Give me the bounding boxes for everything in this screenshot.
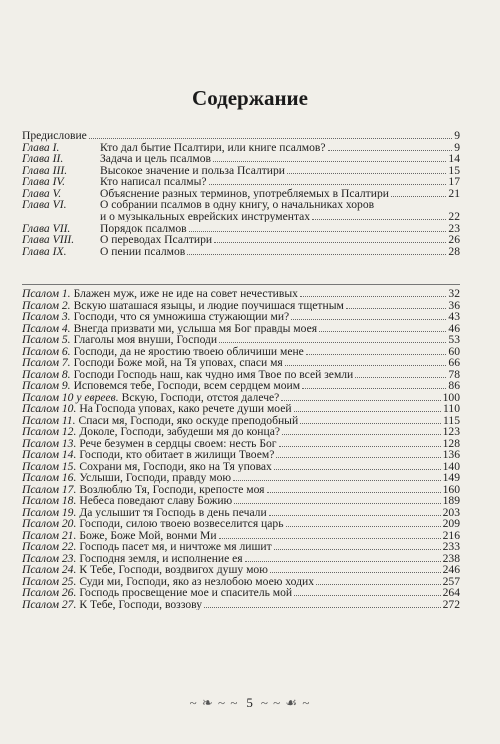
entry-label: Псалом 14. bbox=[22, 448, 77, 461]
toc-entry-psalm[interactable] bbox=[22, 357, 460, 369]
entry-page: 9 bbox=[454, 129, 460, 142]
entry-text: Вскую, Господи, отстоя далече? bbox=[121, 391, 280, 403]
entry-page: 21 bbox=[448, 186, 460, 200]
leader-dots bbox=[274, 549, 441, 550]
entry-text-continued: и о музыкальных еврейских инструментах bbox=[100, 210, 311, 222]
toc-entry-chapter[interactable] bbox=[22, 199, 460, 223]
entry-page: 46 bbox=[448, 321, 460, 335]
entry-text: Боже, Боже Мой, вонми Ми bbox=[79, 529, 217, 541]
entry-page: 78 bbox=[448, 367, 460, 381]
entry-label: Псалом 12. bbox=[22, 425, 77, 438]
toc-entry-psalm[interactable] bbox=[22, 426, 460, 438]
entry-label: Псалом 8. bbox=[22, 367, 71, 381]
entry-page: 36 bbox=[448, 298, 460, 312]
toc-entry-psalm[interactable] bbox=[22, 553, 460, 565]
entry-text: Рече безумен в сердцы своем: несть Бог bbox=[79, 437, 277, 449]
entry-text: Кто написал псалмы? bbox=[100, 176, 207, 188]
toc-entry-psalm[interactable] bbox=[22, 461, 460, 473]
entry-label: Псалом 18. bbox=[22, 494, 77, 507]
entry-label: Псалом 20. bbox=[22, 517, 77, 530]
entry-label: Псалом 22. bbox=[22, 540, 77, 553]
leader-dots bbox=[306, 354, 447, 355]
toc-entry-psalm[interactable] bbox=[22, 346, 460, 358]
entry-page: 209 bbox=[442, 517, 460, 530]
leader-dots bbox=[355, 377, 446, 378]
entry-text: Господня земля, и исполнение ея bbox=[79, 552, 243, 564]
entry-text: Услыши, Господи, правду мою bbox=[79, 472, 232, 484]
entry-text: Исповемся тебе, Господи, всем сердцем моим bbox=[73, 380, 301, 392]
entry-label: Глава IX. bbox=[22, 244, 67, 258]
entry-text: Господи, что ся умножиша стужающии ми? bbox=[73, 311, 290, 323]
entry-label: Глава I. bbox=[22, 140, 60, 154]
entry-text: Да услышит тя Господь в день печали bbox=[79, 506, 267, 518]
entry-page: 128 bbox=[442, 436, 460, 450]
entry-page: 203 bbox=[442, 505, 460, 519]
toc-entry-psalm[interactable] bbox=[22, 300, 460, 312]
entry-text: Порядок псалмов bbox=[100, 222, 187, 234]
toc-entry-psalm[interactable] bbox=[22, 530, 460, 542]
entry-page: 100 bbox=[442, 390, 460, 404]
entry-page: 233 bbox=[442, 540, 460, 553]
entry-text: Господь пасет мя, и ничтоже мя лишит bbox=[79, 541, 272, 553]
page-footer bbox=[0, 693, 500, 713]
leader-dots bbox=[281, 400, 440, 401]
leader-dots bbox=[276, 457, 440, 458]
entry-label: Псалом 2. bbox=[22, 298, 71, 312]
entry-text: Небеса поведают славу Божию bbox=[79, 495, 233, 507]
entry-page: 123 bbox=[442, 425, 460, 438]
toc-entry-psalm[interactable] bbox=[22, 369, 460, 381]
entry-text: Высокое значение и польза Псалтири bbox=[100, 164, 286, 176]
toc-entry-psalm[interactable] bbox=[22, 564, 460, 576]
leader-dots bbox=[274, 469, 441, 470]
toc-entry-psalm[interactable] bbox=[22, 334, 460, 346]
leader-dots bbox=[302, 388, 446, 389]
toc-entry-psalm[interactable] bbox=[22, 495, 460, 507]
entry-text: Сохрани мя, Господи, яко на Тя уповах bbox=[79, 460, 272, 472]
section-divider bbox=[22, 284, 460, 285]
leader-dots bbox=[279, 446, 441, 447]
entry-label: Глава VII. bbox=[22, 221, 71, 235]
entry-label: Глава V. bbox=[22, 186, 62, 200]
entry-label: Псалом 24. bbox=[22, 563, 77, 576]
toc-entry-psalm[interactable] bbox=[22, 288, 460, 300]
entry-page: 28 bbox=[448, 244, 460, 258]
entry-page: 43 bbox=[448, 310, 460, 323]
ornament-right-icon: ~ ~ ☙ ~ bbox=[260, 695, 311, 710]
leader-dots bbox=[328, 150, 453, 151]
toc-entry-chapter[interactable] bbox=[22, 234, 460, 246]
entry-label: Псалом 26. bbox=[22, 586, 77, 599]
leader-dots bbox=[213, 161, 446, 162]
entry-page: 14 bbox=[448, 152, 460, 165]
toc-entry-chapter[interactable] bbox=[22, 165, 460, 177]
entry-page: 140 bbox=[442, 459, 460, 473]
leader-dots bbox=[219, 538, 441, 539]
entry-label: Псалом 21. bbox=[22, 528, 77, 542]
entry-page: 264 bbox=[442, 586, 460, 599]
entry-page: 15 bbox=[448, 163, 460, 177]
entry-page: 160 bbox=[442, 482, 460, 496]
entry-text: Задача и цель псалмов bbox=[100, 153, 211, 165]
entry-text: Господи Господь наш, как чудно имя Твое по всей земли bbox=[73, 368, 354, 380]
entry-text: К Тебе, Господи, воздвигох душу мою bbox=[79, 564, 268, 576]
leader-dots bbox=[286, 526, 441, 527]
leader-dots bbox=[214, 242, 446, 243]
entry-page: 86 bbox=[448, 379, 460, 392]
leader-dots bbox=[189, 231, 447, 232]
entry-text: Господи, да не яростию твоею обличиши мене bbox=[73, 345, 304, 357]
toc-entry-psalm[interactable] bbox=[22, 449, 460, 461]
toc-entry-chapter[interactable] bbox=[22, 223, 460, 235]
entry-label: Глава IV. bbox=[22, 175, 65, 188]
leader-dots bbox=[291, 319, 446, 320]
leader-dots bbox=[391, 196, 446, 197]
entry-page: 26 bbox=[448, 233, 460, 246]
entry-label: Глава III. bbox=[22, 163, 68, 177]
entry-label: Глава VI. bbox=[22, 198, 67, 211]
page-title: Содержание bbox=[192, 86, 308, 110]
entry-text: К Тебе, Господи, воззову bbox=[79, 598, 203, 610]
entry-page: 22 bbox=[448, 209, 460, 223]
toc-entry-psalm[interactable] bbox=[22, 392, 460, 404]
toc-entry-psalm[interactable] bbox=[22, 576, 460, 588]
entry-page: 136 bbox=[442, 448, 460, 461]
entry-label: Глава VIII. bbox=[22, 233, 75, 246]
toc-entry-psalm[interactable] bbox=[22, 472, 460, 484]
entry-label: Псалом 3. bbox=[22, 310, 71, 323]
toc-entry-preface[interactable] bbox=[22, 130, 460, 142]
leader-dots bbox=[282, 434, 441, 435]
entry-text: О собрании псалмов в одну книгу, о начальниках хоров bbox=[100, 198, 375, 211]
entry-page: 115 bbox=[443, 413, 460, 427]
entry-label: Псалом 6. bbox=[22, 344, 71, 358]
entry-text: Объяснение разных терминов, употребляемых в Псалтири bbox=[100, 187, 389, 199]
leader-dots bbox=[316, 584, 441, 585]
entry-text: Внегда призвати ми, услыша мя Бог правды моея bbox=[73, 322, 318, 334]
entry-page: 238 bbox=[442, 551, 460, 565]
entry-label: Глава II. bbox=[22, 152, 64, 165]
leader-dots bbox=[346, 308, 447, 309]
entry-label: Псалом 13. bbox=[22, 436, 77, 450]
entry-text: О переводах Псалтири bbox=[100, 234, 213, 246]
entry-label: Псалом 11. bbox=[22, 413, 76, 427]
toc-entry-psalm[interactable] bbox=[22, 518, 460, 530]
entry-text: Спаси мя, Господи, яко оскуде преподобный bbox=[78, 414, 299, 426]
leader-dots bbox=[270, 572, 441, 573]
entry-label: Псалом 7. bbox=[22, 356, 71, 369]
entry-label: Псалом 16. bbox=[22, 471, 77, 484]
entry-page: 216 bbox=[442, 528, 460, 542]
toc-entry-chapter[interactable] bbox=[22, 246, 460, 258]
entry-text: Блажен муж, иже не иде на совет нечестивых bbox=[73, 288, 298, 300]
leader-dots bbox=[312, 219, 446, 220]
toc-entry-psalm[interactable] bbox=[22, 541, 460, 553]
entry-page: 66 bbox=[448, 356, 460, 369]
entry-label: Псалом 4. bbox=[22, 321, 71, 335]
toc-entry-psalm[interactable] bbox=[22, 415, 460, 427]
entry-label: Псалом 17. bbox=[22, 482, 77, 496]
entry-page: 189 bbox=[442, 494, 460, 507]
leader-dots bbox=[233, 480, 441, 481]
entry-page: 149 bbox=[442, 471, 460, 484]
chapters-list bbox=[22, 130, 460, 257]
entry-page: 53 bbox=[448, 333, 460, 346]
leader-dots bbox=[319, 331, 446, 332]
leader-dots bbox=[209, 184, 447, 185]
entry-page: 32 bbox=[448, 287, 460, 300]
entry-label: Псалом 23. bbox=[22, 551, 77, 565]
toc-entry-psalm[interactable] bbox=[22, 484, 460, 496]
leader-dots bbox=[294, 411, 441, 412]
toc-entry-psalm[interactable] bbox=[22, 311, 460, 323]
entry-text: Господь просвещение мое и спаситель мой bbox=[79, 587, 293, 599]
entry-text: Глаголы моя внуши, Господи bbox=[73, 334, 218, 346]
toc-entry-chapter[interactable] bbox=[22, 142, 460, 154]
entry-text: Вскую шаташася языцы, и людие поучишася тщетным bbox=[73, 299, 344, 311]
entry-page: 60 bbox=[448, 344, 460, 358]
entry-label: Псалом 27. bbox=[22, 597, 77, 611]
entry-label: Псалом 15. bbox=[22, 459, 77, 473]
leader-dots bbox=[287, 173, 446, 174]
ornament-left-icon: ~ ❧ ~ ~ bbox=[189, 695, 239, 710]
entry-label: Псалом 5. bbox=[22, 333, 71, 346]
page-number: 5 bbox=[246, 695, 253, 710]
entry-label: Псалом 9. bbox=[22, 379, 71, 392]
entry-text: Суди ми, Господи, яко аз незлобою моею ходих bbox=[79, 575, 314, 587]
entry-text: О пении псалмов bbox=[100, 245, 186, 257]
entry-text: Господи, силою твоею возвеселится царь bbox=[79, 518, 284, 530]
leader-dots bbox=[219, 342, 446, 343]
toc-entry-psalm[interactable] bbox=[22, 599, 460, 611]
psalms-list bbox=[22, 288, 460, 610]
entry-label: Псалом 10. bbox=[22, 402, 77, 415]
entry-text: Кто дал бытие Псалтири, или книге псалмов? bbox=[100, 141, 326, 153]
entry-label: Псалом 25. bbox=[22, 574, 77, 588]
toc-entry-psalm[interactable] bbox=[22, 380, 460, 392]
entry-text: Господи Боже мой, на Тя уповах, спаси мя bbox=[73, 357, 283, 369]
toc-entry-psalm[interactable] bbox=[22, 507, 460, 519]
toc-entry-chapter[interactable] bbox=[22, 153, 460, 165]
leader-dots bbox=[204, 607, 441, 608]
leader-dots bbox=[245, 561, 441, 562]
entry-page: 272 bbox=[442, 597, 460, 611]
entry-text: Предисловие bbox=[22, 130, 87, 142]
leader-dots bbox=[89, 138, 452, 139]
entry-page: 17 bbox=[448, 175, 460, 188]
toc-entry-psalm[interactable] bbox=[22, 587, 460, 599]
entry-label: Псалом 1. bbox=[22, 287, 71, 300]
entry-text: Возлюблю Тя, Господи, крепосте моя bbox=[79, 483, 265, 495]
leader-dots bbox=[234, 503, 440, 504]
entry-page: 9 bbox=[454, 140, 460, 154]
toc-entry-psalm[interactable] bbox=[22, 438, 460, 450]
toc-entry-chapter[interactable] bbox=[22, 176, 460, 188]
leader-dots bbox=[300, 296, 446, 297]
entry-page: 110 bbox=[443, 402, 460, 415]
entry-text: Доколе, Господи, забудеши мя до конца? bbox=[79, 426, 280, 438]
entry-page: 23 bbox=[448, 221, 460, 235]
leader-dots bbox=[294, 595, 440, 596]
toc-entry-psalm[interactable] bbox=[22, 403, 460, 415]
leader-dots bbox=[187, 254, 446, 255]
entry-text: Господи, кто обитает в жилищи Твоем? bbox=[79, 449, 275, 461]
leader-dots bbox=[285, 365, 447, 366]
entry-text: На Господа уповах, како речете души моей bbox=[79, 403, 292, 415]
entry-page: 246 bbox=[442, 563, 460, 576]
entry-label: Псалом 19. bbox=[22, 505, 77, 519]
entry-page: 257 bbox=[442, 574, 460, 588]
leader-dots bbox=[300, 423, 441, 424]
entry-label: Псалом 10 у евреев. bbox=[22, 390, 119, 404]
toc-entry-psalm[interactable] bbox=[22, 323, 460, 335]
leader-dots bbox=[267, 492, 441, 493]
leader-dots bbox=[269, 515, 441, 516]
